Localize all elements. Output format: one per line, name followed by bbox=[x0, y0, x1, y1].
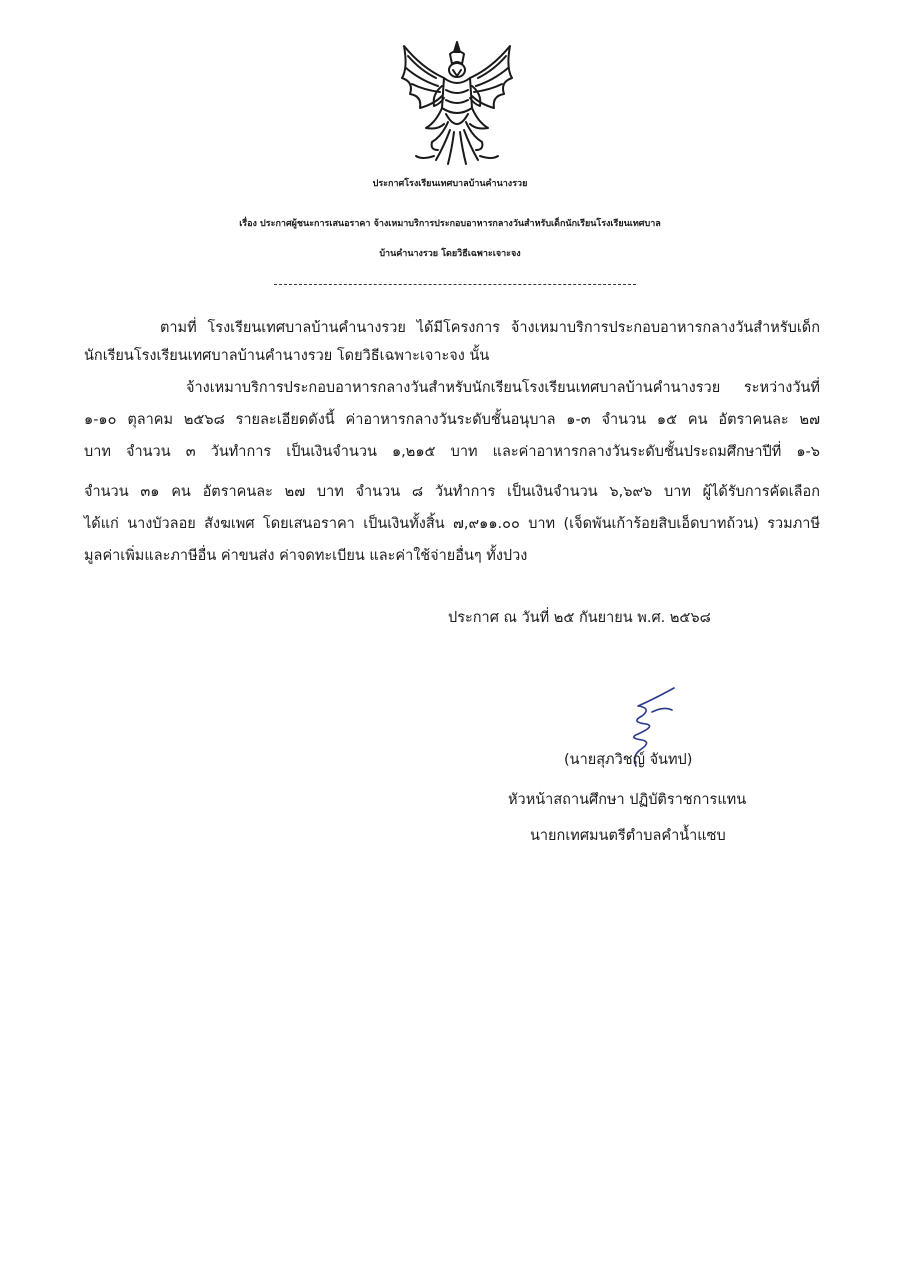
signer-name: (นายสุภวิชญ์ จันทป) bbox=[564, 752, 693, 768]
garuda-emblem-icon bbox=[392, 38, 522, 170]
paragraph-1-line-2: นักเรียนโรงเรียนเทศบาลบ้านคำนางรวย โดยวิธีเฉพาะเจาะจง นั้น bbox=[84, 348, 490, 364]
header-divider bbox=[274, 284, 636, 285]
signer-position-1: หัวหน้าสถานศึกษา ปฏิบัติราชการแทน bbox=[508, 792, 747, 808]
announcement-date: ประกาศ ณ วันที่ ๒๕ กันยายน พ.ศ. ๒๕๖๘ bbox=[448, 610, 711, 626]
paragraph-2-line-1: จ้างเหมาบริการประกอบอาหารกลางวันสำหรับนักเรียนโรงเรียนเทศบาลบ้านคำนางรวย ระหว่างวันที่ bbox=[186, 380, 820, 396]
paragraph-2-line-5: ได้แก่ นางบัวลอย สังฆเพศ โดยเสนอราคา เป็นเงินทั้งสิ้น ๗,๙๑๑.๐๐ บาท (เจ็ดพันเก้าร้อยสิบเอ็ดบาทถ้วน) รวมภาษี bbox=[84, 516, 820, 532]
announcement-subject-line-2: บ้านคำนางรวย โดยวิธีเฉพาะเจาะจง bbox=[379, 249, 521, 259]
paragraph-2-line-4: จำนวน ๓๑ คน อัตราคนละ ๒๗ บาท จำนวน ๘ วันทำการ เป็นเงินจำนวน ๖,๖๙๖ บาท ผู้ได้รับการคัดเลือก bbox=[84, 484, 820, 500]
signer-position-2: นายกเทศมนตรีตำบลคำน้ำแซบ bbox=[530, 828, 726, 844]
paragraph-2-line-6: มูลค่าเพิ่มและภาษีอื่น ค่าขนส่ง ค่าจดทะเบียน และค่าใช้จ่ายอื่นๆ ทั้งปวง bbox=[84, 548, 528, 564]
paragraph-2-line-3: บาท จำนวน ๓ วันทำการ เป็นเงินจำนวน ๑,๒๑๕ บาท และค่าอาหารกลางวันระดับชั้นประถมศึกษาปีที่ ๑-๖ bbox=[84, 444, 820, 460]
paragraph-1-line-1: ตามที่ โรงเรียนเทศบาลบ้านคำนางรวย ได้มีโครงการ จ้างเหมาบริการประกอบอาหารกลางวันสำหรับเด็ก bbox=[160, 320, 820, 336]
announcement-title: ประกาศโรงเรียนเทศบาลบ้านคำนางรวย bbox=[372, 179, 528, 189]
paragraph-2-line-2: ๑-๑๐ ตุลาคม ๒๕๖๘ รายละเอียดดังนี้ ค่าอาหารกลางวันระดับชั้นอนุบาล ๑-๓ จำนวน ๑๕ คน อัตราคนละ ๒๗ bbox=[84, 412, 820, 428]
announcement-subject-line-1: เรื่อง ประกาศผู้ชนะการเสนอราคา จ้างเหมาบริการประกอบอาหารกลางวันสำหรับเด็กนักเรียนโรงเรียนเทศบาล bbox=[239, 219, 661, 229]
